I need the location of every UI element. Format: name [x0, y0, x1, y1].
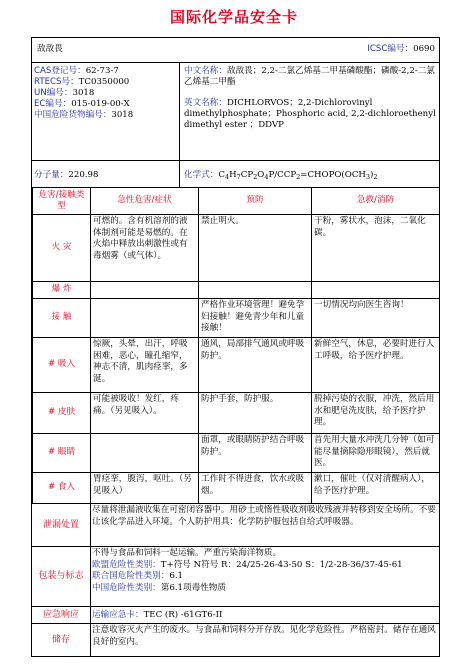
storage-label: 储存	[32, 624, 91, 656]
chemical-name: 敌敌畏	[37, 44, 63, 54]
col-type: 危害/接触类型	[33, 188, 91, 215]
col-aid: 急救/消防	[312, 188, 440, 215]
table-row: # 吸入 惊厥，头晕，出汗，呼吸困难，恶心，瞳孔缩窄，神志不清，肌肉痉挛，多涎。 通风，局部排气通风或呼吸防护。 新鲜空气，休息，必要时进行人工呼吸，给予医疗护理。	[33, 338, 440, 393]
emergency-label: 应急响应	[32, 607, 91, 623]
en-name: 英文名称：DICHLORVOS；2,2-Dichlorovinyl dimethylphosphate；Phosphoric acid, 2,2-dichloroethenyl dimethyl ester ；DDVP	[184, 98, 436, 130]
table-row: 爆 炸	[33, 282, 440, 299]
leak-section	[32, 503, 439, 546]
col-symptom: 急性危害/症状	[91, 188, 199, 215]
names-column	[184, 66, 436, 131]
formula-cell: 化学式：$C_4H_7CP_2O_4P/CCP_2=CHOPO(OCH_3)_2$	[184, 170, 378, 181]
id-cas: CAS登记号：62-73-7	[34, 66, 119, 76]
id-rtecs: RTECS号：TC0350000	[34, 77, 130, 87]
table-row: 火 灾 可燃的。含有机溶剂的液体制剂可能是易燃的。在火焰中释放出刺激性或有毒烟雾（或气体）。 禁止明火。 干粉，雾状水，泡沫，二氧化碳。	[33, 215, 440, 282]
packaging-text: 不得与食品和饲料一起运输。严重污染海洋物质。 欧盟危险性类别：T+符号 N符号 R：24/25-26-43-50 S：1/2-28-36/37-45-61 联合国危险性类别：6.1 中国危险性类别：第6.1项毒性物质	[92, 548, 403, 593]
storage-section	[32, 623, 439, 656]
col-prevention: 预防	[199, 188, 312, 215]
formula-value: $C_4H_7CP_2O_4P/CCP_2=CHOPO(OCH_3)_2$	[218, 170, 378, 181]
safety-card	[31, 37, 440, 657]
table-row: # 皮肤 可能被吸收！发红，疼痛。（另见吸入）。 防护手套，防护服。 脱掉污染的衣服，冲洗，然后用水和肥皂洗皮肤，给予医疗护理。	[33, 393, 440, 434]
table-header-row	[33, 188, 440, 215]
id-un: UN编号：3018	[34, 88, 95, 98]
id-column	[32, 63, 180, 161]
storage-text: 注意收容灭火产生的废水。与食品和饲料分开存放。见化学危险性。严格密封。储存在通风良好的室内。	[92, 625, 436, 647]
emergency-section	[32, 606, 439, 623]
table-row: 接 触 严格作业环境管理！避免孕妇接触！避免青少年和儿童接触！ 一切情况均向医生咨询！	[33, 299, 440, 338]
leak-label: 泄漏处置	[32, 504, 91, 546]
icsc-label: ICSC编号：	[367, 44, 414, 54]
icsc-value: 0690	[413, 44, 435, 54]
id-china: 中国危险货物编号：3018	[34, 110, 134, 120]
table-row: # 眼睛 面罩，或眼睛防护结合呼吸防护。 首先用大量水冲洗几分钟（如可能尽量摘除隐形眼镜），然后就医。	[33, 434, 440, 473]
hazard-table	[32, 187, 440, 504]
leak-text: 尽量将泄漏液收集在可密闭容器中。用砂土或惰性吸收剂吸收残液并转移到安全场所。不要让该化学品进入环境。个人防护用具：化学防护服包括自给式呼吸器。	[92, 505, 436, 527]
formula-row	[32, 160, 439, 187]
cn-name: 中文名称：敌敌畏；2,2-二氯乙烯基二甲基磷酸酯；磷酸-2,2-二氯乙烯基二甲酯	[184, 66, 435, 87]
id-ec: EC编号：015-019-00-X	[34, 99, 130, 109]
table-row: # 食入 胃痉挛，腹泻，呕吐。（另见吸入） 工作时不得进食，饮水或吸烟。 漱口，催吐（仅对清醒病人），给予医疗护理。	[33, 473, 440, 504]
header-row	[32, 38, 439, 62]
card-title: 国际化学品安全卡	[169, 8, 298, 26]
emergency-text: 运输应急卡：TEC (R) -61GT6-II	[92, 610, 223, 620]
identifier-block	[32, 62, 439, 160]
mw-cell: 分子量：220.98	[32, 161, 180, 188]
packaging-label: 包装与标志	[32, 547, 91, 606]
packaging-section	[32, 546, 439, 606]
